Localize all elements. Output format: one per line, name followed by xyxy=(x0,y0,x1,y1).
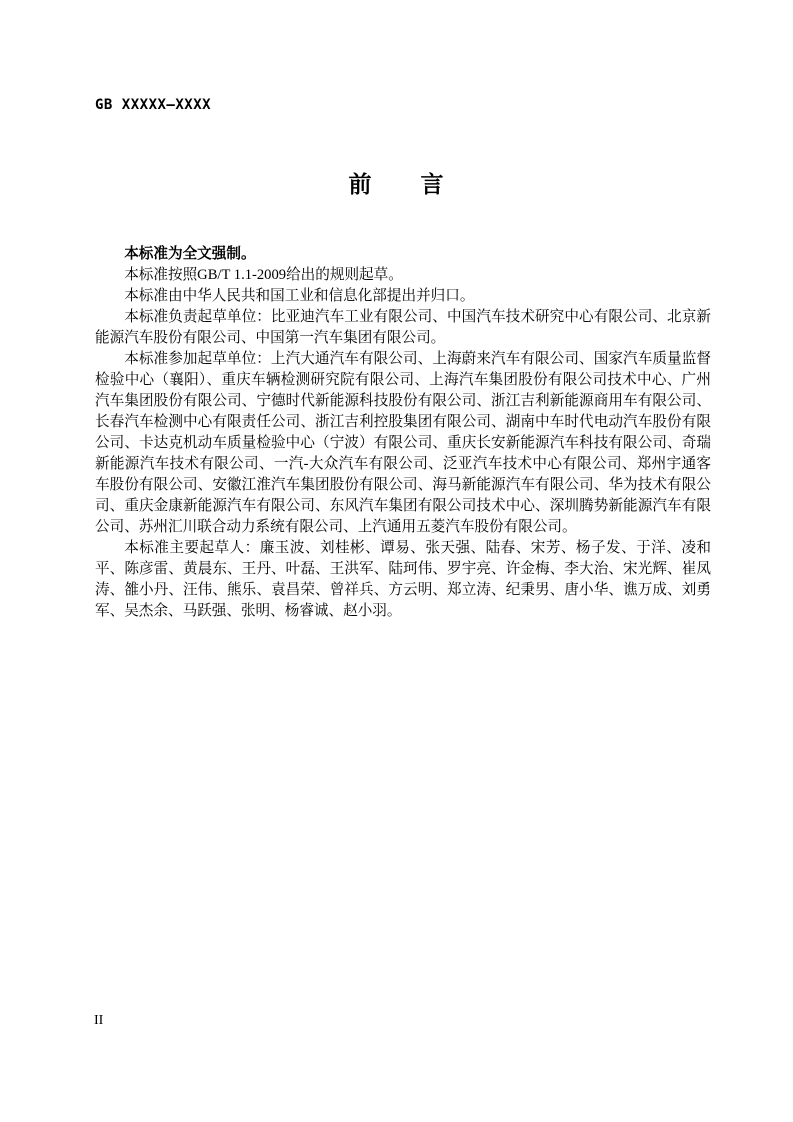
page-number: II xyxy=(94,1013,104,1028)
paragraph-responsible-drafting-organizations: 本标准负责起草单位：比亚迪汽车工业有限公司、中国汽车技术研究中心有限公司、北京新能源汽车股份有限公司、中国第一汽车集团有限公司。 xyxy=(95,309,711,346)
paragraph-main-drafters: 本标准主要起草人：廉玉波、刘桂彬、谭易、张天强、陆春、宋芳、杨子发、于洋、凌和平、陈彦雷、黄晨东、王丹、叶磊、王洪军、陆珂伟、罗宇亮、许金梅、李大治、宋光辉、崔凤涛、雒小丹、汪伟、熊乐、袁昌荣、曾祥兵、方云明、郑立涛、纪秉男、唐小华、谯万成、刘勇军、吴杰余、马跃强、张明、杨睿诚、赵小羽。 xyxy=(95,540,711,619)
page-title: 前 言 xyxy=(348,171,445,197)
document-body xyxy=(95,244,711,622)
paragraph-mandatory-statement: 本标准为全文强制。 xyxy=(124,246,256,262)
standard-number: GB XXXXX—XXXX xyxy=(95,97,212,113)
paragraph-drafting-rules: 本标准按照GB/T 1.1-2009给出的规则起草。 xyxy=(124,267,403,283)
paragraph-participating-drafting-organizations: 本标准参加起草单位：上汽大通汽车有限公司、上海蔚来汽车有限公司、国家汽车质量监督检验中心（襄阳）、重庆车辆检测研究院有限公司、上海汽车集团股份有限公司技术中心、广州汽车集团股份有限公司、宁德时代新能源科技股份有限公司、浙江吉利新能源商用车有限公司、长春汽车检测中心有限责任公司、浙江吉利控股集团有限公司、湖南中车时代电动汽车股份有限公司、卡达克机动车质量检验中心（宁波）有限公司、重庆长安新能源汽车科技有限公司、奇瑞新能源汽车技术有限公司、一汽-大众汽车有限公司、泛亚汽车技术中心有限公司、郑州宇通客车股份有限公司、安徽江淮汽车集团股份有限公司、海马新能源汽车有限公司、华为技术有限公司、重庆金康新能源汽车有限公司、东风汽车集团有限公司技术中心、深圳腾势新能源汽车有限公司、苏州汇川联合动力系统有限公司、上汽通用五菱汽车股份有限公司。 xyxy=(95,351,711,535)
paragraph-proposing-body: 本标准由中华人民共和国工业和信息化部提出并归口。 xyxy=(124,288,475,304)
